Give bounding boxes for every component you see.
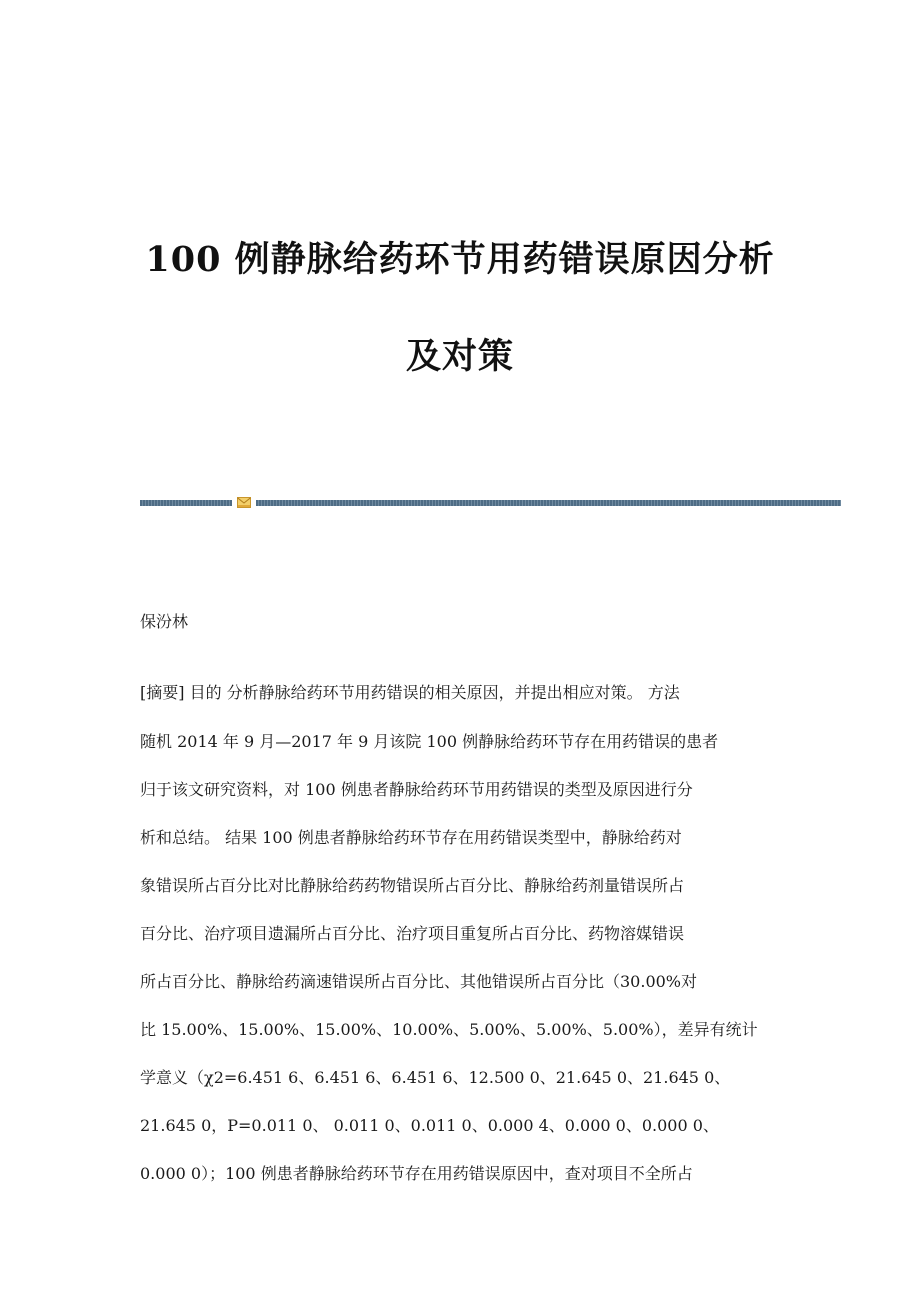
divider-bar-left: [140, 500, 232, 506]
title-line-2: 及对策: [405, 336, 514, 377]
title-divider: [140, 499, 841, 509]
abstract-line: 学意义（χ2=6.451 6、6.451 6、6.451 6、12.500 0、21.645 0、21.645 0、: [140, 1068, 731, 1087]
divider-bar-right: [256, 500, 841, 506]
abstract-line: 百分比、治疗项目遗漏所占百分比、治疗项目重复所占百分比、药物溶媒错误: [140, 924, 685, 943]
abstract-line: 0.000 0）；100 例患者静脉给药环节存在用药错误原因中，查对项目不全所占: [140, 1164, 693, 1183]
abstract-line: 象错误所占百分比对比静脉给药药物错误所占百分比、静脉给药剂量错误所占: [140, 876, 685, 895]
title-line-1: 100 例静脉给药环节用药错误原因分析: [145, 239, 775, 280]
envelope-icon: [237, 497, 251, 508]
abstract-line: 21.645 0，P=0.011 0、 0.011 0、0.011 0、0.000 4、0.000 0、0.000 0、: [140, 1116, 719, 1135]
abstract-line: 比 15.00%、15.00%、15.00%、10.00%、5.00%、5.00%、5.00%），差异有统计: [140, 1020, 758, 1039]
abstract-line: 归于该文研究资料，对 100 例患者静脉给药环节用药错误的类型及原因进行分: [140, 780, 693, 799]
author-name: 保汾林: [140, 612, 189, 631]
abstract-line: 析和总结。 结果 100 例患者静脉给药环节存在用药错误类型中，静脉给药对: [140, 828, 682, 847]
abstract-line: 随机 2014 年 9 月—2017 年 9 月该院 100 例静脉给药环节存在用药错误的患者: [140, 732, 719, 751]
abstract-line: [摘要] 目的 分析静脉给药环节用药错误的相关原因，并提出相应对策。 方法: [140, 683, 680, 702]
abstract-line: 所占百分比、静脉给药滴速错误所占百分比、其他错误所占百分比（30.00%对: [140, 972, 698, 991]
